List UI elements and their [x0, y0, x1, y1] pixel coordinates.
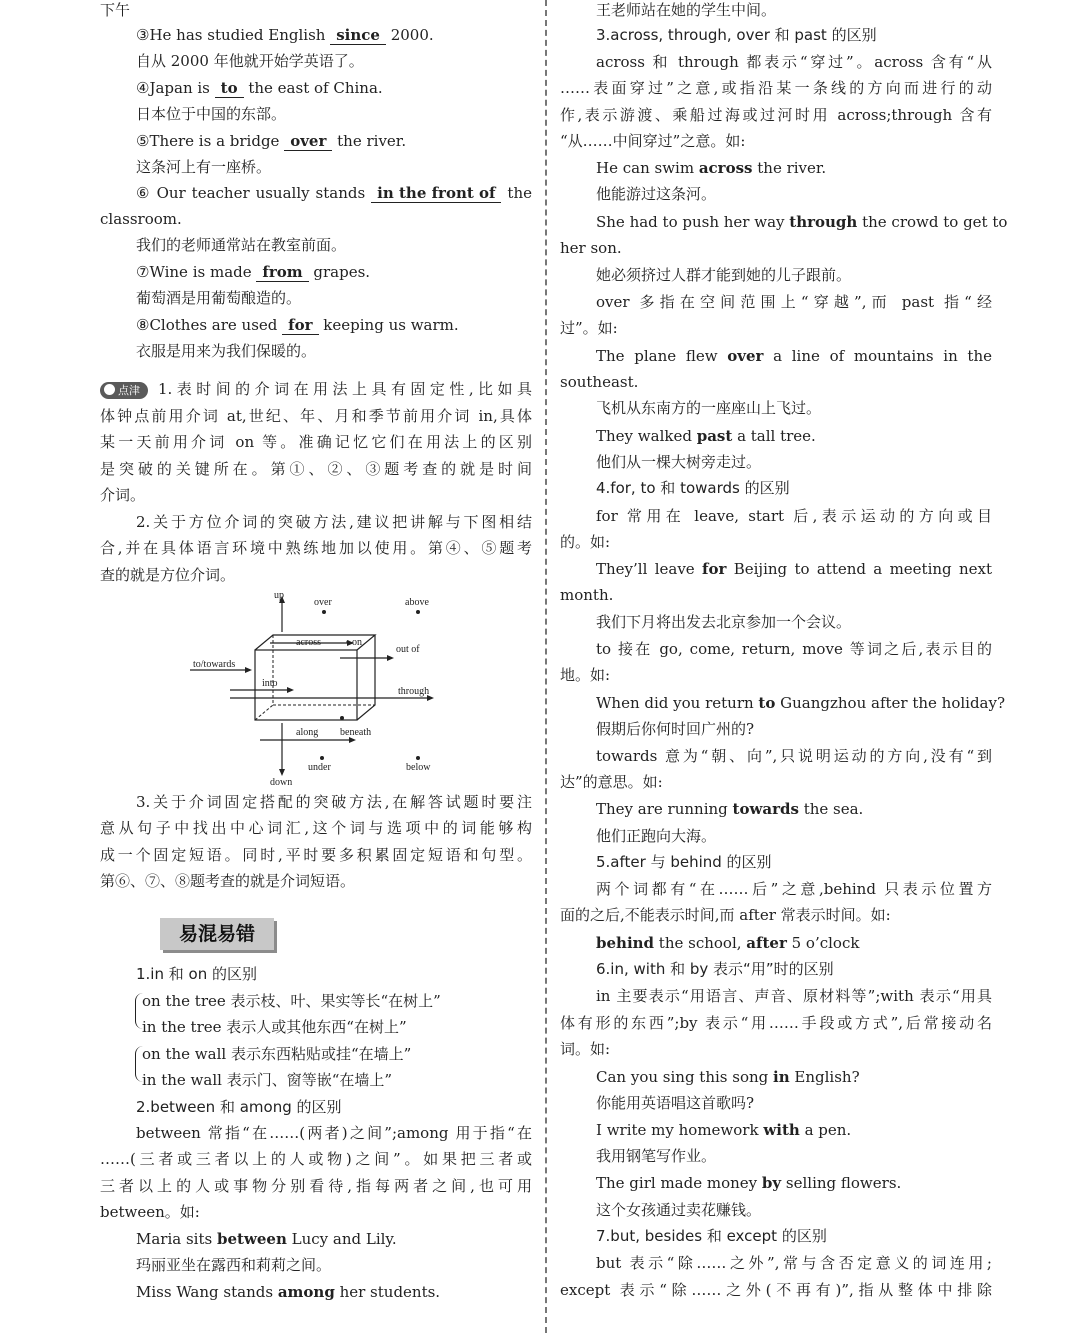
- label-through: through: [398, 686, 430, 697]
- line-text: 达”的意思。如:: [560, 773, 663, 791]
- label-into: into: [262, 678, 278, 689]
- line-text: Lucy and Lily.: [286, 1230, 397, 1248]
- line-text: 这条河上有一座桥。: [136, 158, 272, 176]
- line-text: 我们的老师通常站在教室前面。: [136, 236, 347, 254]
- subheading: [560, 1226, 992, 1246]
- line-text: ⑦Wine is made: [136, 263, 257, 281]
- example-sentence: [560, 346, 992, 366]
- line-text: ⑧Clothes are used: [136, 316, 283, 334]
- text-line: [100, 209, 532, 229]
- tip-paragraph-line: [100, 845, 532, 865]
- line-text: selling flowers.: [781, 1174, 902, 1192]
- line-text: 的。如:: [560, 533, 611, 551]
- explanation-line: [560, 52, 992, 72]
- line-text: the river.: [752, 159, 827, 177]
- beneath-dot: [340, 716, 344, 720]
- explanation-line: [560, 1253, 992, 1273]
- line-text: When did you return: [596, 694, 759, 712]
- label-to-towards: to/towards: [193, 659, 236, 670]
- line-text: 地。如:: [560, 666, 611, 684]
- line-text: grapes.: [308, 263, 371, 281]
- label-over: over: [314, 597, 332, 608]
- label-under: under: [308, 762, 331, 773]
- towards-arrowhead: [245, 667, 252, 673]
- over-dot: [322, 610, 326, 614]
- line-text: except 表示“除……之外(不再有)”,指从整体中排除: [560, 1281, 992, 1299]
- explanation-line: [560, 1039, 992, 1059]
- example-sentence: [560, 1120, 992, 1140]
- line-text: ⑤There is a bridge: [136, 132, 285, 150]
- line-text: Miss Wang stands: [136, 1283, 278, 1301]
- tip-badge: [100, 382, 148, 399]
- line-text: 你能用英语唱这首歌吗?: [596, 1094, 755, 1112]
- explanation-line: [560, 105, 992, 125]
- tip-paragraph-line: [100, 818, 532, 838]
- example-sentence: [560, 212, 1008, 232]
- line-text: 他们正跑向大海。: [596, 827, 717, 845]
- explanation-line: [560, 665, 992, 685]
- translation-line: [560, 1093, 992, 1113]
- line-text: Beijing to attend a meeting next: [726, 560, 993, 578]
- line-text: 查的就是方位介词。: [100, 566, 236, 584]
- line-text: ④Japan is: [136, 79, 215, 97]
- usage-line: [100, 1070, 532, 1090]
- translation-line: [560, 719, 992, 739]
- out-of-arrowhead: [387, 655, 394, 661]
- explanation-line: [100, 1176, 532, 1196]
- line-text: 3.across, through, over 和 past 的区别: [596, 26, 877, 44]
- answer-blank: for: [282, 316, 318, 335]
- usage-line: [100, 991, 532, 1011]
- label-above: above: [405, 597, 429, 608]
- tip-paragraph-line: [100, 871, 532, 891]
- line-text: for 常用在 leave, start 后,表示运动的方向或目: [596, 507, 992, 525]
- explanation-line: [560, 639, 992, 659]
- example-sentence: [100, 315, 532, 335]
- line-text: The girl made money: [596, 1174, 762, 1192]
- line-text: 3.关于介词固定搭配的突破方法,在解答试题时要注: [136, 793, 532, 811]
- line-text: 她必须挤过人群才能到她的儿子跟前。: [596, 266, 852, 284]
- line-text: 葡萄酒是用葡萄酿造的。: [136, 289, 302, 307]
- translation-line: [560, 1200, 992, 1220]
- example-sentence: [560, 372, 992, 392]
- line-text: I write my homework: [596, 1121, 764, 1139]
- line-text: the river.: [332, 132, 407, 150]
- example-sentence: [560, 1067, 992, 1087]
- tip-paragraph-line: [100, 512, 532, 532]
- on-dot: [346, 640, 349, 643]
- label-across: across: [296, 637, 321, 648]
- label-below: below: [406, 762, 431, 773]
- explanation-line: [560, 746, 992, 766]
- explanation-line: [560, 318, 992, 338]
- line-text: 两个词都有“在……后”之意,behind 只表示位置方: [596, 880, 992, 898]
- line-text: classroom.: [100, 210, 182, 228]
- answer-blank: from: [256, 263, 308, 282]
- line-text: 5.after 与 behind 的区别: [596, 853, 772, 871]
- line-text: 合,并在具体语言环境中熟练地加以使用。第④、⑤题考: [100, 539, 532, 557]
- subheading: [560, 25, 992, 45]
- line-text: 他能游过这条河。: [596, 185, 717, 203]
- explanation-line: [560, 905, 992, 925]
- left-brace: [135, 993, 146, 1029]
- line-text: 体有形的东西”;by 表示“用……手段或方式”,后常接动名: [560, 1014, 992, 1032]
- line-text: 衣服是用来为我们保暖的。: [136, 342, 317, 360]
- tip-paragraph-line: [100, 406, 532, 426]
- tip-icon: [104, 384, 115, 395]
- explanation-line: [560, 292, 992, 312]
- box-hidden-edge: [255, 705, 273, 720]
- key-word: through: [789, 213, 858, 231]
- example-sentence: [560, 238, 992, 258]
- line-text: her son.: [560, 239, 622, 257]
- line-text: 第⑥、⑦、⑧题考查的就是介词短语。: [100, 872, 356, 890]
- example-sentence: [560, 559, 992, 579]
- line-text: They walked: [596, 427, 697, 445]
- line-text: between。如:: [100, 1203, 200, 1221]
- left-brace: [135, 1046, 146, 1082]
- line-text: Maria sits: [136, 1230, 217, 1248]
- line-text: 我们下月将出发去北京参加一个会议。: [596, 613, 852, 631]
- explanation-line: [560, 532, 992, 552]
- example-sentence: [100, 1229, 532, 1249]
- translation-line: [100, 341, 532, 361]
- preposition-diagram: [190, 590, 450, 790]
- key-word: to: [758, 694, 776, 712]
- label-out-of: out of: [396, 644, 420, 655]
- usage-line: [100, 1044, 532, 1064]
- line-text: on the wall 表示东西粘贴或挂“在墙上”: [142, 1045, 412, 1063]
- line-text: 自从 2000 年他就开始学英语了。: [136, 52, 364, 70]
- line-text: ⑥ Our teacher usually stands: [136, 184, 372, 202]
- line-text: the sea.: [798, 800, 864, 818]
- line-text: They’ll leave: [596, 560, 703, 578]
- line-text: 1.表时间的介词在用法上具有固定性,比如具: [158, 380, 532, 398]
- example-sentence: [560, 585, 992, 605]
- key-word: past: [696, 427, 733, 445]
- line-text: on the tree 表示枝、叶、果实等长“在树上”: [142, 992, 441, 1010]
- line-text: 王老师站在她的学生中间。: [596, 1, 777, 19]
- translation-line: [560, 184, 992, 204]
- line-text: The plane flew: [596, 347, 728, 365]
- line-text: the east of China.: [243, 79, 383, 97]
- translation-line: [560, 398, 992, 418]
- line-text: 飞机从东南方的一座座山上飞过。: [596, 399, 822, 417]
- answer-blank: since: [330, 26, 386, 45]
- line-text: to 接在 go, come, return, move 等词之后,表示目的: [596, 640, 992, 658]
- line-text: a pen.: [799, 1121, 852, 1139]
- down-arrowhead: [279, 769, 285, 776]
- tip-paragraph-line: [100, 432, 532, 452]
- explanation-line: [560, 506, 992, 526]
- tip-paragraph-line: [100, 792, 532, 812]
- explanation-line: [100, 1202, 532, 1222]
- line-text: Can you sing this song: [596, 1068, 774, 1086]
- translation-line: [100, 288, 532, 308]
- key-word: towards: [732, 800, 799, 818]
- translation-line: [560, 452, 992, 472]
- line-text: 1.in 和 on 的区别: [136, 965, 257, 983]
- example-sentence: [560, 693, 1006, 713]
- example-sentence: [560, 158, 992, 178]
- example-sentence: [100, 131, 532, 151]
- tip-paragraph-line: [100, 538, 532, 558]
- usage-line: [100, 1017, 532, 1037]
- key-word: with: [763, 1121, 800, 1139]
- line-text: 4.for, to 和 towards 的区别: [596, 479, 790, 497]
- example-sentence: [100, 183, 532, 203]
- key-word: among: [277, 1283, 335, 1301]
- line-text: 玛丽亚坐在露西和莉莉之间。: [136, 1256, 332, 1274]
- explanation-line: [100, 1149, 532, 1169]
- line-text: 假期后你何时回广州的?: [596, 720, 755, 738]
- translation-line: [560, 612, 992, 632]
- label-on: on: [352, 637, 362, 648]
- line-text: 他们从一棵大树旁走过。: [596, 453, 762, 471]
- translation-line: [100, 104, 532, 124]
- below-dot: [416, 756, 420, 760]
- into-arrowhead: [287, 687, 294, 693]
- line-text: over 多指在空间范围上“穿越”,而 past 指“经: [596, 293, 992, 311]
- line-text: 下午: [100, 1, 131, 19]
- line-text: a tall tree.: [732, 427, 816, 445]
- example-sentence: [100, 1282, 532, 1302]
- tip-paragraph-line: [100, 459, 532, 479]
- key-word: across: [698, 159, 753, 177]
- line-text: He can swim: [596, 159, 699, 177]
- explanation-line: [560, 772, 992, 792]
- line-text: Guangzhou after the holiday?: [775, 694, 1006, 712]
- line-text: 三者以上的人或事物分别看待,指每两者之间,也可用: [100, 1177, 532, 1195]
- tip-paragraph-line: [100, 485, 532, 505]
- line-text: between 常指“在……(两者)之间”;among 用于指“在: [136, 1124, 532, 1142]
- line-text: 日本位于中国的东部。: [136, 105, 287, 123]
- translation-line: [560, 826, 992, 846]
- line-text: across 和 through 都表示“穿过”。across 含有“从: [596, 53, 992, 71]
- explanation-line: [560, 131, 992, 151]
- line-text: towards 意为“朝、向”,只说明运动的方向,没有“到: [596, 747, 992, 765]
- explanation-line: [560, 1280, 992, 1300]
- translation-line: [100, 235, 532, 255]
- line-text: keeping us warm.: [318, 316, 459, 334]
- explanation-line: [560, 986, 992, 1006]
- line-text: a line of mountains in the: [763, 347, 992, 365]
- line-text: 过”。如:: [560, 319, 618, 337]
- explanation-line: [560, 1013, 992, 1033]
- line-text: 体钟点前用介词 at,世纪、年、月和季节前用介词 in,具体: [100, 407, 532, 425]
- example-sentence: [560, 1173, 992, 1193]
- tip-badge-label: 点津: [118, 383, 140, 397]
- line-text: ③He has studied English: [136, 26, 331, 44]
- section-title: 易混易错: [160, 918, 274, 950]
- key-word: by: [761, 1174, 782, 1192]
- line-text: in 主要表示“用语言、声音、原材料等”;with 表示“用具: [596, 987, 992, 1005]
- example-sentence: [560, 426, 992, 446]
- answer-blank: to: [215, 79, 244, 98]
- line-text: 介词。: [100, 486, 146, 504]
- key-word: between: [216, 1230, 287, 1248]
- explanation-line: [100, 1123, 532, 1143]
- line-text: 2000.: [385, 26, 434, 44]
- key-word: in: [773, 1068, 790, 1086]
- line-text: month.: [560, 586, 614, 604]
- translation-line: [100, 157, 532, 177]
- line-text: 某一天前用介词 on 等。准确记忆它们在用法上的区别: [100, 433, 532, 451]
- example-sentence: [100, 25, 532, 45]
- line-text: She had to push her way: [596, 213, 790, 231]
- line-text: ……表面穿过”之意,或指沿某一条线的方向而进行的动: [560, 79, 992, 97]
- line-text: 6.in, with 和 by 表示“用”时的区别: [596, 960, 834, 978]
- explanation-line: [560, 879, 992, 899]
- line-text: her students.: [334, 1283, 441, 1301]
- line-text: 成一个固定短语。同时,平时要多积累固定短语和句型。: [100, 846, 532, 864]
- line-text: 2.between 和 among 的区别: [136, 1098, 342, 1116]
- line-text: in the wall 表示门、窗等嵌“在墙上”: [142, 1071, 393, 1089]
- key-word: over: [727, 347, 764, 365]
- example-sentence: [100, 78, 532, 98]
- text-line: [100, 0, 532, 20]
- line-text: the: [501, 184, 532, 202]
- line-text: 2.关于方位介词的突破方法,建议把讲解与下图相结: [136, 513, 532, 531]
- label-up: up: [274, 590, 284, 601]
- translation-line: [100, 1255, 532, 1275]
- key-word: for: [702, 560, 727, 578]
- line-text: the school,: [654, 934, 747, 952]
- line-text: ……(三者或三者以上的人或物)之间”。如果把三者或: [100, 1150, 532, 1168]
- key-word: after: [746, 934, 787, 952]
- answer-blank: over: [284, 132, 332, 151]
- line-text: 意从句子中找出中心词汇,这个词与选项中的词能够构: [100, 819, 532, 837]
- translation-line: [560, 0, 992, 20]
- line-text: but 表示“除……之外”,常与含否定意义的词连用;: [596, 1254, 992, 1272]
- label-down: down: [270, 777, 293, 788]
- translation-line: [560, 265, 992, 285]
- line-text: the crowd to get to: [857, 213, 1008, 231]
- translation-line: [560, 1146, 992, 1166]
- line-text: 面的之后,不能表示时间,而 after 常表示时间。如:: [560, 906, 891, 924]
- line-text: “从……中间穿过”之意。如:: [560, 132, 746, 150]
- line-text: in the tree 表示人或其他东西“在树上”: [142, 1018, 407, 1036]
- example-sentence: [560, 933, 992, 953]
- example-sentence: [100, 262, 532, 282]
- line-text: southeast.: [560, 373, 639, 391]
- line-text: English?: [789, 1068, 860, 1086]
- answer-blank: in the front of: [371, 184, 501, 203]
- line-text: They are running: [596, 800, 733, 818]
- tip-paragraph-line: [100, 379, 532, 399]
- tip-paragraph-line: [100, 565, 532, 585]
- subheading: [100, 964, 532, 984]
- subheading: [560, 959, 992, 979]
- label-beneath: beneath: [340, 727, 372, 738]
- example-sentence: [560, 799, 992, 819]
- line-text: 7.but, besides 和 except 的区别: [596, 1227, 827, 1245]
- subheading: [560, 852, 992, 872]
- key-word: behind: [596, 934, 655, 952]
- subheading: [560, 478, 992, 498]
- under-dot: [320, 756, 324, 760]
- above-dot: [416, 610, 420, 614]
- line-text: 作,表示游渡、乘船过海或过河时用 across;through 含有: [560, 106, 992, 124]
- translation-line: [100, 51, 532, 71]
- line-text: 是突破的关键所在。第①、②、③题考查的就是时间: [100, 460, 532, 478]
- line-text: 5 o’clock: [786, 934, 860, 952]
- explanation-line: [560, 78, 992, 98]
- line-text: 这个女孩通过卖花赚钱。: [596, 1201, 762, 1219]
- column-divider: [545, 0, 547, 1333]
- label-along: along: [296, 727, 319, 738]
- line-text: 我用钢笔写作业。: [596, 1147, 717, 1165]
- subheading: [100, 1097, 532, 1117]
- line-text: 词。如:: [560, 1040, 611, 1058]
